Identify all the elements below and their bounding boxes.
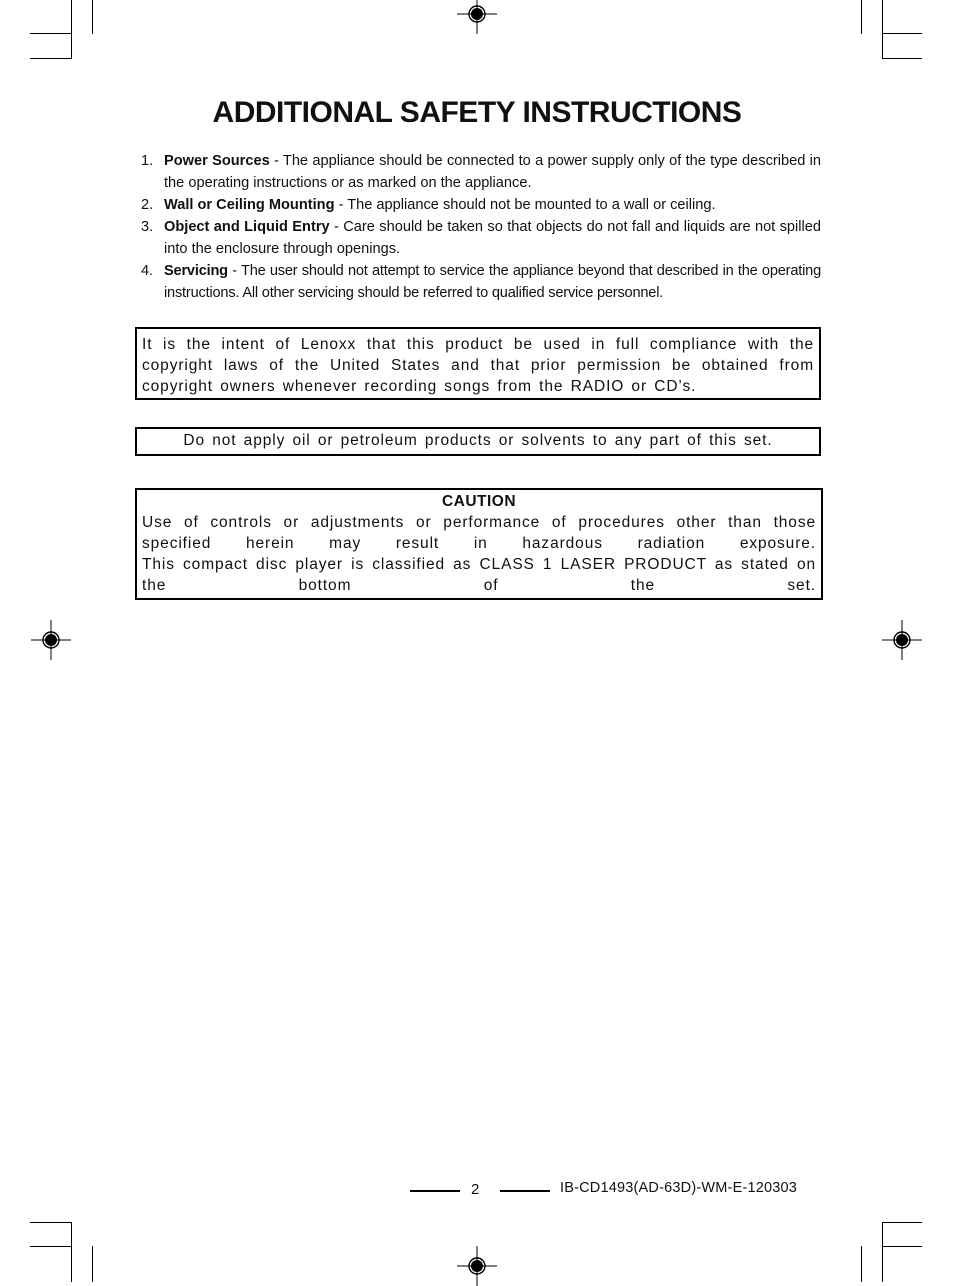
caution-heading: CAUTION [441, 493, 517, 510]
crop-mark [71, 1222, 72, 1282]
list-item [141, 216, 821, 260]
item-number: 3. [141, 219, 154, 235]
registration-mark-icon [457, 0, 497, 34]
item-text: - The appliance should be connected to a power supply only of the type described in the operating instructions or as marked on the appliance. [164, 153, 821, 191]
crop-mark [861, 1246, 862, 1282]
document-id: IB-CD1493(AD-63D)-WM-E-120303 [560, 1180, 798, 1196]
item-text: - The appliance should not be mounted to a wall or ceiling. [334, 197, 716, 213]
safety-instruction-list [141, 150, 821, 304]
crop-mark [30, 1246, 72, 1247]
item-text: - The user should not attempt to service the appliance beyond that described in the operating instructions. All other servicing should be referred to qualified service personnel. [164, 263, 821, 301]
crop-mark [882, 1246, 922, 1247]
list-item [141, 260, 821, 304]
list-item [141, 150, 821, 194]
notice-line: copyright owners whenever recording songs from the RADIO or CD’s. [142, 378, 697, 395]
caution-paragraph: Use of controls or adjustments or performance of procedures other than those specified herein may result in hazardous radiation exposure. [142, 514, 816, 552]
item-number: 2. [141, 197, 154, 213]
crop-mark [71, 0, 72, 58]
crop-mark [30, 1222, 72, 1223]
page-title: ADDITIONAL SAFETY INSTRUCTIONS [212, 96, 742, 129]
crop-mark [92, 1246, 93, 1282]
crop-mark [30, 33, 72, 34]
item-heading: Servicing [164, 263, 228, 279]
item-heading: Object and Liquid Entry [164, 219, 330, 235]
caution-paragraph: This compact disc player is classified as CLASS 1 LASER PRODUCT as stated on the bottom of the set. [142, 556, 816, 594]
footer-rule [410, 1190, 460, 1192]
registration-mark-icon [457, 1246, 497, 1286]
crop-mark [30, 58, 72, 59]
copyright-notice-box [135, 327, 821, 400]
item-heading: Wall or Ceiling Mounting [164, 197, 335, 213]
item-text: - Care should be taken so that objects do not fall and liquids are not spilled into the enclosure through openings. [164, 219, 822, 257]
crop-mark [882, 0, 883, 58]
solvent-notice-text: Do not apply oil or petroleum products or solvents to any part of this set. [183, 432, 773, 449]
list-item [141, 194, 821, 216]
item-heading: Power Sources [164, 153, 270, 169]
caution-box [135, 488, 823, 600]
page-number: 2 [471, 1181, 480, 1198]
footer-rule [500, 1190, 550, 1192]
crop-mark [882, 1222, 922, 1223]
solvent-notice-box [135, 427, 821, 456]
notice-line: It is the intent of Lenoxx that this product be used in full compliance with the [142, 336, 814, 353]
registration-mark-icon [882, 620, 922, 660]
crop-mark [882, 1222, 883, 1282]
item-number: 4. [141, 263, 153, 279]
item-number: 1. [141, 153, 154, 169]
registration-mark-icon [31, 620, 71, 660]
crop-mark [882, 33, 922, 34]
crop-mark [861, 0, 862, 34]
crop-mark [882, 58, 922, 59]
notice-line: copyright laws of the United States and that prior permission be obtained from [142, 357, 814, 374]
crop-mark [92, 0, 93, 34]
